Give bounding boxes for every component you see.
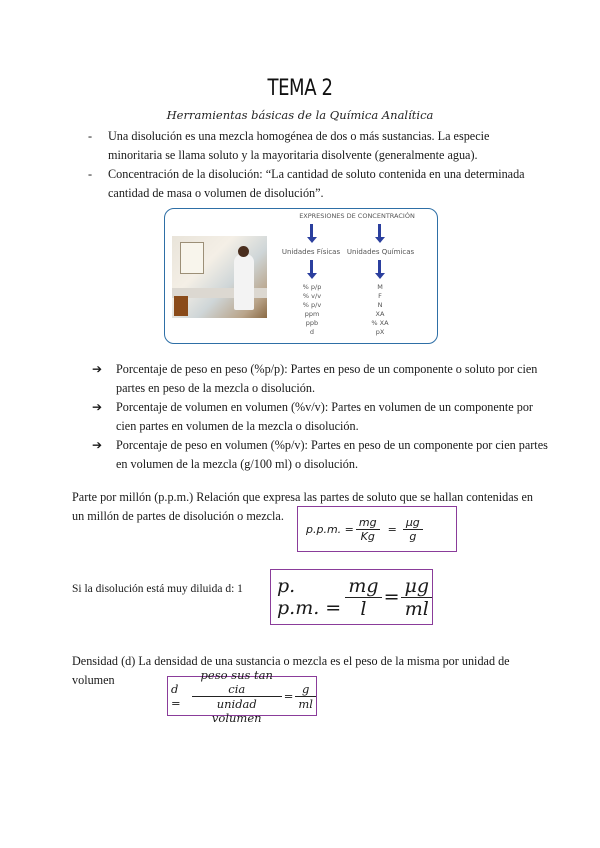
- dash-bullet: -: [88, 167, 93, 181]
- diagram-heading: EXPRESIONES DE CONCENTRACIÓN: [299, 212, 415, 220]
- list-item: ➔ Porcentaje de volumen en volumen (%v/v): Partes en volumen de un componente por cien partes en volumen de la mezcla o disolución.: [92, 400, 533, 433]
- list-item: ➔ Porcentaje de peso en peso (%p/p): Partes en peso de un componente o soluto por cien partes en peso de la mezcla o disolución.: [92, 362, 538, 395]
- dilute-note: Si la disolución está muy diluida d: 1: [72, 583, 243, 595]
- list-item: - Concentración de la disolución: “La cantidad de soluto contenida en una determinada cantidad de masa o volumen de disolución”.: [88, 167, 525, 200]
- arrow-down-icon: [310, 224, 313, 238]
- physical-units-label: Unidades Físicas: [281, 248, 341, 256]
- dilute-ppm-formula: p. p.m. = $\frac{mg}{l}$ = $\frac{\mu g}{ml}$: [270, 569, 433, 625]
- arrow-down-icon: [310, 260, 313, 274]
- list-item: ➔ Porcentaje de peso en volumen (%p/v): Partes en peso de un componente por cien partes en volumen de la mezcla (g/100 ml) o disolución.: [92, 438, 548, 471]
- arrow-down-icon: [378, 224, 381, 238]
- list-item: - Una disolución es una mezcla homogénea de dos o más sustancias. La especie minoritaria se llama soluto y la mayoritaria disolvente (generalmente agua).: [88, 129, 490, 162]
- physical-units-list: % p/p % v/v % p/v ppm ppb d: [302, 283, 322, 336]
- dash-bullet: -: [88, 129, 93, 143]
- ppm-formula: p.p.m. = $\frac{mg}{Kg}$ = $\frac{\mu g}{g}$: [297, 506, 457, 552]
- chemical-units-list: M F N XA % XA pX: [371, 283, 389, 336]
- density-definition: Densidad (d) La densidad de una sustancia o mezcla es el peso de la misma por unidad de volumen: [72, 654, 510, 687]
- intro-list: [88, 127, 548, 203]
- arrow-down-icon: [378, 260, 381, 274]
- ppm-definition: Parte por millón (p.p.m.) Relación que expresa las partes de soluto que se hallan contenidas en un millón de partes de disolución o mezcla.: [72, 490, 533, 523]
- percent-list: [92, 360, 552, 474]
- chemical-units-label: Unidades Químicas: [346, 248, 415, 256]
- page-subtitle: Herramientas básicas de la Química Analítica: [166, 108, 434, 122]
- page-title: TEMA 2: [267, 76, 333, 101]
- laboratory-photo: [172, 236, 267, 318]
- density-formula: d = $\frac{\text{peso sus tan cia}}{\text{unidad volumen}}$ = $\frac{g}{ml}$: [167, 676, 317, 716]
- arrow-right-icon: ➔: [92, 362, 103, 376]
- arrow-right-icon: ➔: [92, 400, 103, 414]
- arrow-right-icon: ➔: [92, 438, 103, 452]
